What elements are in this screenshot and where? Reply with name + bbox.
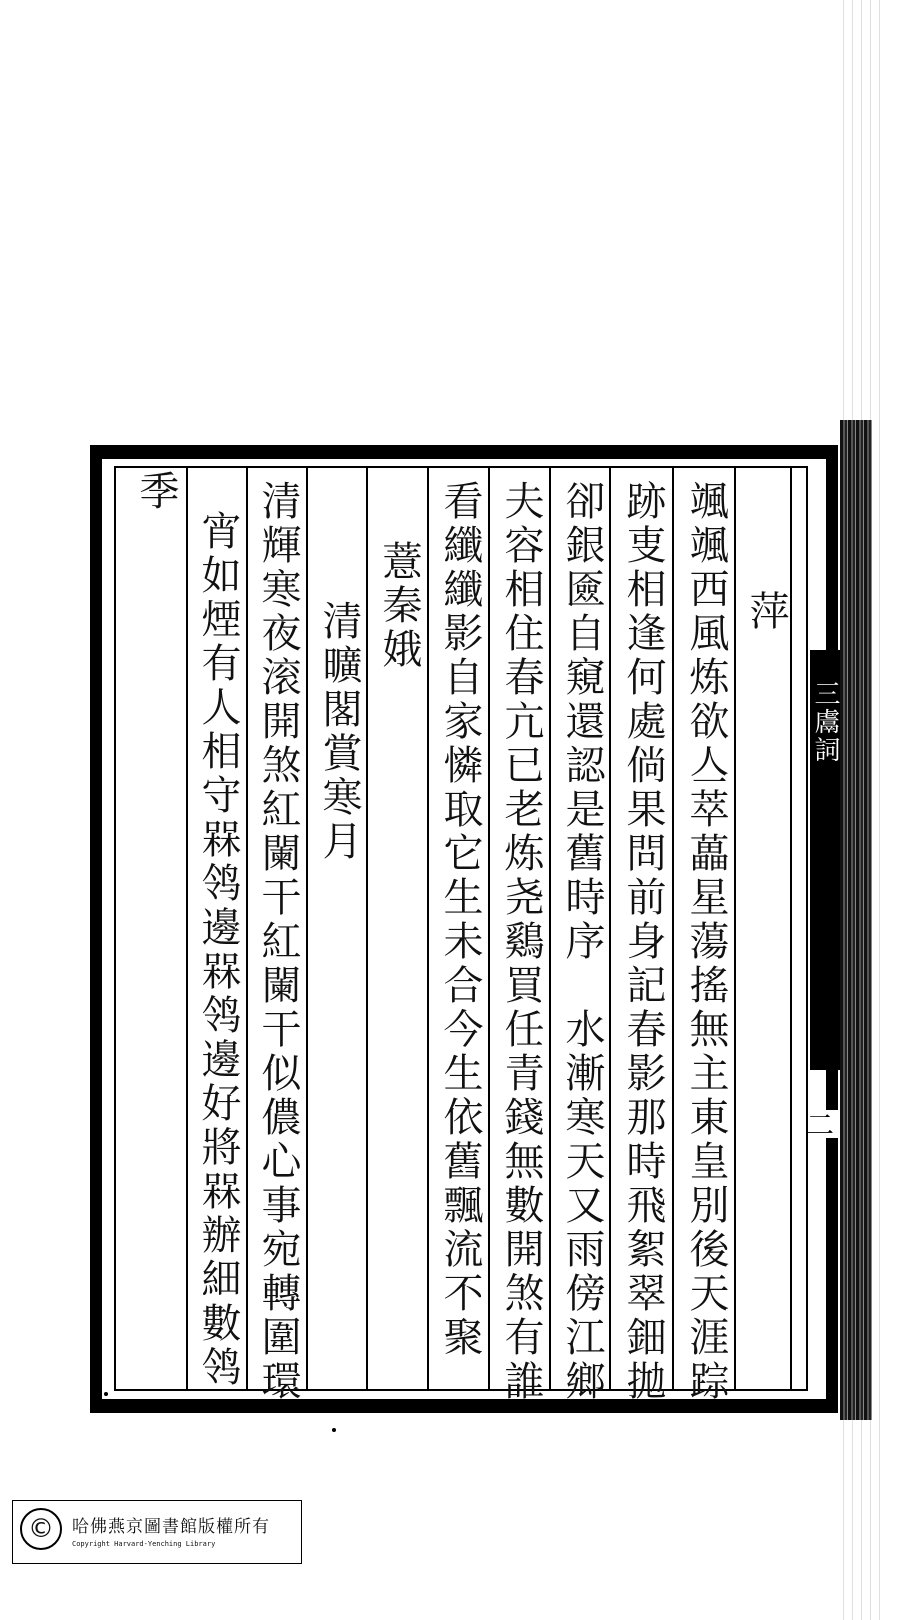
text-column-1: 颯颯西風炼欲亼萃藟星蕩搖無主東皇別後天涯踪 <box>683 480 729 1404</box>
column-rule <box>734 466 736 1391</box>
column-rule <box>549 466 551 1391</box>
heading-yi-qin-e: 薏秦娥 <box>376 540 422 672</box>
column-rule <box>488 466 490 1391</box>
book-spine-edge <box>840 420 872 1420</box>
heading-ping: 萍 <box>743 590 789 634</box>
column-rule <box>609 466 611 1391</box>
column-rule <box>186 466 188 1391</box>
copyright-symbol: © <box>20 1508 62 1550</box>
copyright-chinese: 哈佛燕京圖書館版權所有 <box>72 1517 270 1537</box>
text-column-9: 宵如煙有人相守槑鸰邊槑鸰邊好將槑辦細數鸰 <box>195 510 241 1390</box>
text-column-10: 季 <box>133 470 179 514</box>
column-rule <box>246 466 248 1391</box>
subheading-moon: 清曠閣賞寒月 <box>316 600 362 864</box>
column-rule <box>427 466 429 1391</box>
text-column-5: 看纖纖影自家憐取它生未合今生依舊飄流不聚 <box>437 480 483 1360</box>
copyright-english: Copyright Harvard-Yenching Library <box>72 1540 216 1548</box>
column-rule <box>366 466 368 1391</box>
ink-speck <box>104 1392 108 1396</box>
column-rule <box>672 466 674 1391</box>
ink-speck <box>332 1428 336 1432</box>
text-column-2: 跡叓相逢何處倘果問前身記春影那時飛絮翠鈿拋 <box>620 480 666 1404</box>
text-column-8: 清輝寒夜滚開煞紅闌干紅闌干似儂心事宛轉圍環 <box>255 480 301 1404</box>
text-column-4: 夫容相住春亢已老炼尧鷄買任青錢無數開煞有誰 <box>498 480 544 1404</box>
text-column-3: 卻銀匳自窺還認是舊時序 水漸寒天又雨傍江鄉 <box>559 480 605 1404</box>
folio-number: 二 <box>812 1110 838 1138</box>
banner-title: 三鬳詞 <box>810 680 840 764</box>
column-rule <box>306 466 308 1391</box>
